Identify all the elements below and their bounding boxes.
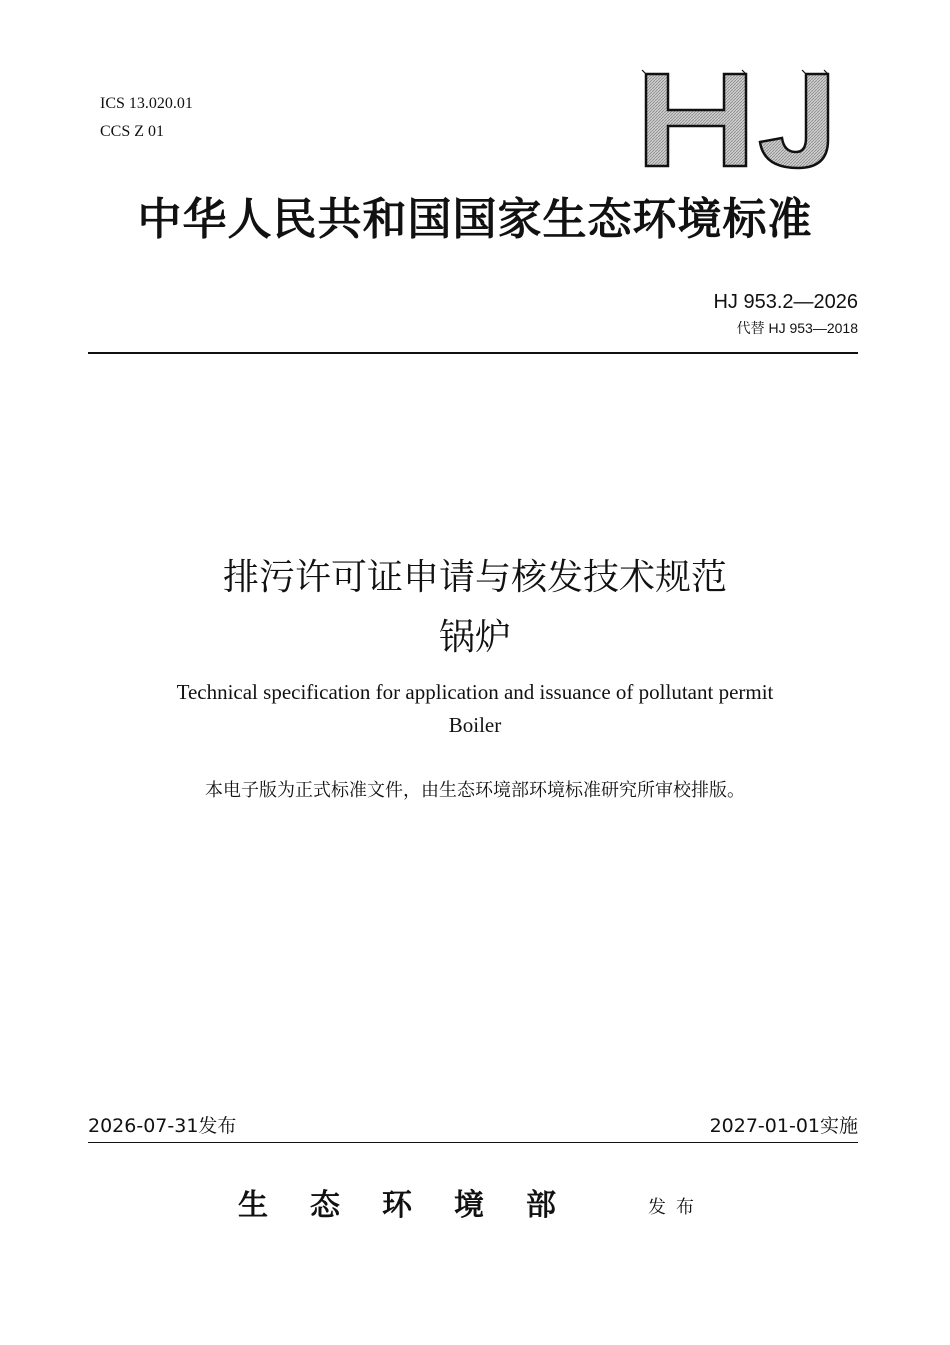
replaces-standard: 代替 HJ 953—2018	[736, 320, 858, 336]
title-english-main: Technical specification for application and issuance of pollutant permit	[176, 680, 774, 704]
standard-number: HJ 953.2—2026	[713, 291, 858, 313]
edition-note: 本电子版为正式标准文件，由生态环境部环境标准研究所审校排版。	[205, 780, 745, 801]
organization-title: 中华人民共和国国家生态环境标准	[137, 194, 813, 245]
hj-logo	[640, 62, 840, 174]
publisher-suffix: 发布	[648, 1197, 704, 1218]
standard-number-block	[713, 288, 858, 340]
implementation-date: 2027-01-01实施	[709, 1115, 858, 1137]
ccs-code: CCS Z 01	[100, 123, 165, 140]
ics-code: ICS 13.020.01	[100, 95, 193, 112]
classification-codes	[100, 90, 193, 146]
issue-date: 2026-07-31发布	[88, 1115, 237, 1137]
title-chinese-main: 排污许可证申请与核发技术规范	[222, 557, 727, 598]
top-divider	[88, 352, 858, 354]
title-chinese-sub: 锅炉	[438, 617, 511, 658]
title-english-sub: Boiler	[448, 713, 502, 737]
publisher-name: 生态环境部	[238, 1188, 598, 1223]
bottom-divider	[88, 1142, 858, 1143]
